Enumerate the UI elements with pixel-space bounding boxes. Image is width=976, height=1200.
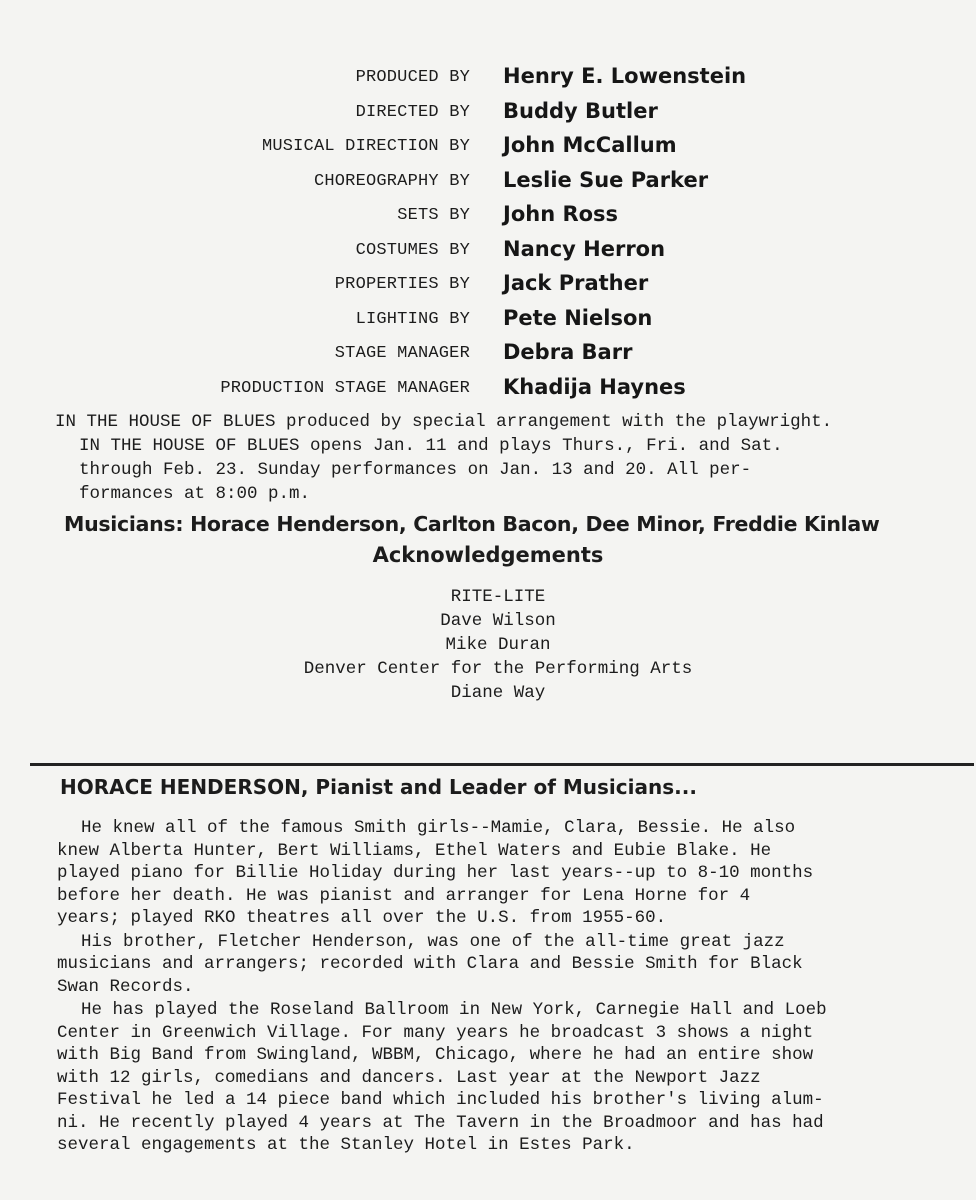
- bio-line: He knew all of the famous Smith girls--Mamie, Clara, Bessie. He also: [81, 818, 796, 838]
- credit-role: PRODUCED BY: [355, 68, 470, 87]
- bio-line: played piano for Billie Holiday during her last years--up to 8-10 months: [57, 863, 814, 883]
- bio-line: knew Alberta Hunter, Bert Williams, Ethel Waters and Eubie Blake. He: [57, 840, 772, 861]
- credit-role: LIGHTING BY: [355, 309, 470, 329]
- acknowledgement-item: Denver Center for the Performing Arts: [303, 659, 693, 679]
- acknowledgement-item: RITE-LITE: [450, 587, 546, 607]
- bio-line: several engagements at the Stanley Hotel in Estes Park.: [57, 1135, 635, 1155]
- acknowledgement-item: Mike Duran: [445, 635, 551, 655]
- acknowledgements-list: [0, 585, 976, 705]
- bio-text: [57, 817, 957, 1157]
- bio-line: Festival he led a 14 piece band which included his brother's living alum-: [57, 1090, 824, 1110]
- bio-line: before her death. He was pianist and arranger for Lena Horne for 4: [57, 885, 751, 906]
- credit-row: [0, 271, 976, 306]
- credit-row: [0, 99, 976, 134]
- credit-name: Henry E. Lowenstein: [503, 64, 747, 88]
- credit-name: Jack Prather: [503, 271, 649, 295]
- credit-row: [0, 306, 976, 341]
- notes-line: through Feb. 23. Sunday performances on Jan. 13 and 20. All per-: [79, 460, 752, 480]
- bio-line: years; played RKO theatres all over the U.S. from 1955-60.: [57, 908, 667, 928]
- bio-line: ni. He recently played 4 years at The Tavern in the Broadmoor and has had: [57, 1112, 824, 1133]
- credit-name: Leslie Sue Parker: [503, 167, 709, 192]
- credit-role: PROPERTIES BY: [334, 275, 470, 294]
- acknowledgement-item: Dave Wilson: [440, 611, 556, 631]
- bio-line: with Big Band from Swingland, WBBM, Chicago, where he had an entire show: [57, 1045, 814, 1065]
- bio-line: His brother, Fletcher Henderson, was one of the all-time great jazz: [81, 931, 785, 952]
- bio-line: He has played the Roseland Ballroom in New York, Carnegie Hall and Loeb: [81, 1000, 827, 1020]
- section-divider: [30, 763, 974, 766]
- bio-line: Swan Records.: [57, 976, 194, 997]
- credit-role: MUSICAL DIRECTION BY: [261, 137, 470, 156]
- credit-name: Khadija Haynes: [503, 374, 686, 399]
- credit-name: Nancy Herron: [503, 236, 666, 261]
- notes-line: formances at 8:00 p.m.: [79, 484, 311, 504]
- credit-role: CHOREOGRAPHY BY: [313, 171, 470, 191]
- bio-line: with 12 girls, comedians and dancers. Last year at the Newport Jazz: [57, 1067, 761, 1088]
- credit-row: [0, 64, 976, 99]
- credit-name: Debra Barr: [503, 340, 633, 364]
- acknowledgements-heading: Acknowledgements: [372, 543, 604, 567]
- credit-role: STAGE MANAGER: [334, 344, 470, 363]
- credit-name: Pete Nielson: [503, 305, 653, 330]
- performance-notes: [55, 410, 945, 506]
- credit-row: [0, 133, 976, 168]
- credit-name: John McCallum: [503, 133, 677, 157]
- credit-name: Buddy Butler: [503, 98, 658, 123]
- credit-role: DIRECTED BY: [355, 102, 470, 122]
- notes-line: IN THE HOUSE OF BLUES opens Jan. 11 and plays Thurs., Fri. and Sat.: [79, 436, 783, 456]
- credit-row: [0, 168, 976, 203]
- bio-line: musicians and arrangers; recorded with Clara and Bessie Smith for Black: [57, 954, 803, 974]
- credit-name: John Ross: [503, 202, 619, 226]
- bio-heading: HORACE HENDERSON, Pianist and Leader of Musicians...: [60, 775, 697, 799]
- credit-row: [0, 237, 976, 272]
- credits-list: [0, 64, 976, 409]
- notes-line: IN THE HOUSE OF BLUES produced by special arrangement with the playwright.: [55, 412, 833, 432]
- credit-role: PRODUCTION STAGE MANAGER: [220, 378, 470, 398]
- credit-row: [0, 340, 976, 375]
- credit-role: COSTUMES BY: [355, 240, 470, 260]
- musicians-line: Musicians: Horace Henderson, Carlton Bacon, Dee Minor, Freddie Kinlaw: [64, 512, 880, 536]
- credit-role: SETS BY: [397, 206, 470, 225]
- credit-row: [0, 202, 976, 237]
- bio-line: Center in Greenwich Village. For many years he broadcast 3 shows a night: [57, 1022, 814, 1043]
- credit-row: [0, 375, 976, 410]
- acknowledgement-item: Diane Way: [450, 683, 546, 703]
